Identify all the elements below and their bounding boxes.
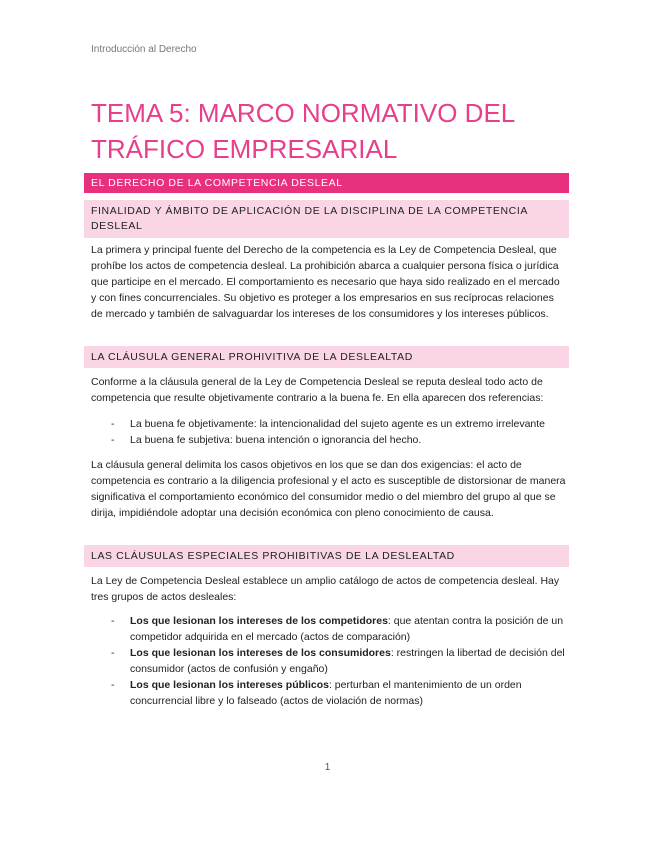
- dash-bullet: -: [111, 434, 115, 446]
- paragraph-finalidad: La primera y principal fuente del Derecho de la competencia es la Ley de Competencia Desleal, que prohíbe los actos de competencia desleal. La prohibición abarca a cualquier persona física o jurídica que participe en el mercado. El comportamiento es necesario que haya sido realizado en el mercado y con fines concurrenciales. Su objetivo es proteger a los empresarios en sus recíprocas relaciones de mercado y también de salvaguardar los intereses de los consumidores y los intereses públicos.: [91, 244, 560, 320]
- paragraph-exigencias: La cláusula general delimita los casos objetivos en los que se dan dos exigencias: el acto de competencia es contrario a la diligencia profesional y el acto es susceptible de distorsionar de manera significativa el comportamiento económico del consumidor medio o del miembro del grupo al que se dirija, impidiéndole adoptar una decisión económica con pleno conocimiento de causa.: [91, 459, 566, 519]
- list-item: [91, 645, 567, 677]
- actos-desleales-list: [91, 613, 567, 709]
- page-title: TEMA 5: MARCO NORMATIVO DEL TRÁFICO EMPRESARIAL: [91, 98, 515, 164]
- list-item: [91, 613, 567, 645]
- list-item-bold: Los que lesionan los intereses públicos: [130, 679, 329, 691]
- subsection-heading-clausula-general: LA CLÁUSULA GENERAL PROHIVITIVA DE LA DESLEALTAD: [84, 346, 569, 368]
- list-item-text: La buena fe subjetiva: buena intención o ignorancia del hecho.: [130, 434, 422, 446]
- buena-fe-list: [91, 416, 567, 448]
- list-item-text: : restringen la libertad de decisión del consumidor (actos de confusión y engaño): [130, 647, 565, 675]
- list-item-text: La buena fe objetivamente: la intencionalidad del sujeto agente es un extremo irrelevante: [130, 418, 546, 430]
- dash-bullet: -: [111, 647, 115, 659]
- list-item: [91, 432, 567, 448]
- list-item-text: : perturban el mantenimiento de un orden concurrencial libre y lo falseado (actos de violación de normas): [130, 679, 522, 707]
- subsection-heading-clausulas-especiales: LAS CLÁUSULAS ESPECIALES PROHIBITIVAS DE LA DESLEALTAD: [84, 545, 569, 567]
- dash-bullet: -: [111, 418, 115, 430]
- list-item-bold: Los que lesionan los intereses de los consumidores: [130, 647, 391, 659]
- page-number: 1: [324, 762, 331, 773]
- list-item-bold: Los que lesionan los intereses de los competidores: [130, 615, 388, 627]
- list-item-text: : que atentan contra la posición de un competidor adquirida en el mercado (actos de comparación): [130, 615, 564, 643]
- dash-bullet: -: [111, 615, 115, 627]
- running-header: Introducción al Derecho: [91, 44, 197, 55]
- paragraph-clausula-general: Conforme a la cláusula general de la Ley de Competencia Desleal se reputa desleal todo acto de competencia que resulte objetivamente contrario a la buena fe. En ella aparecen dos referencias:: [91, 376, 544, 404]
- list-item: [91, 416, 567, 432]
- dash-bullet: -: [111, 679, 115, 691]
- subsection-heading-finalidad: FINALIDAD Y ÁMBITO DE APLICACIÓN DE LA DISCIPLINA DE LA COMPETENCIA DESLEAL: [84, 200, 569, 238]
- paragraph-clausulas-especiales: La Ley de Competencia Desleal establece un amplio catálogo de actos de competencia desleal. Hay tres grupos de actos desleales:: [91, 575, 560, 603]
- section-heading-competencia-desleal: EL DERECHO DE LA COMPETENCIA DESLEAL: [84, 173, 569, 193]
- list-item: [91, 677, 567, 709]
